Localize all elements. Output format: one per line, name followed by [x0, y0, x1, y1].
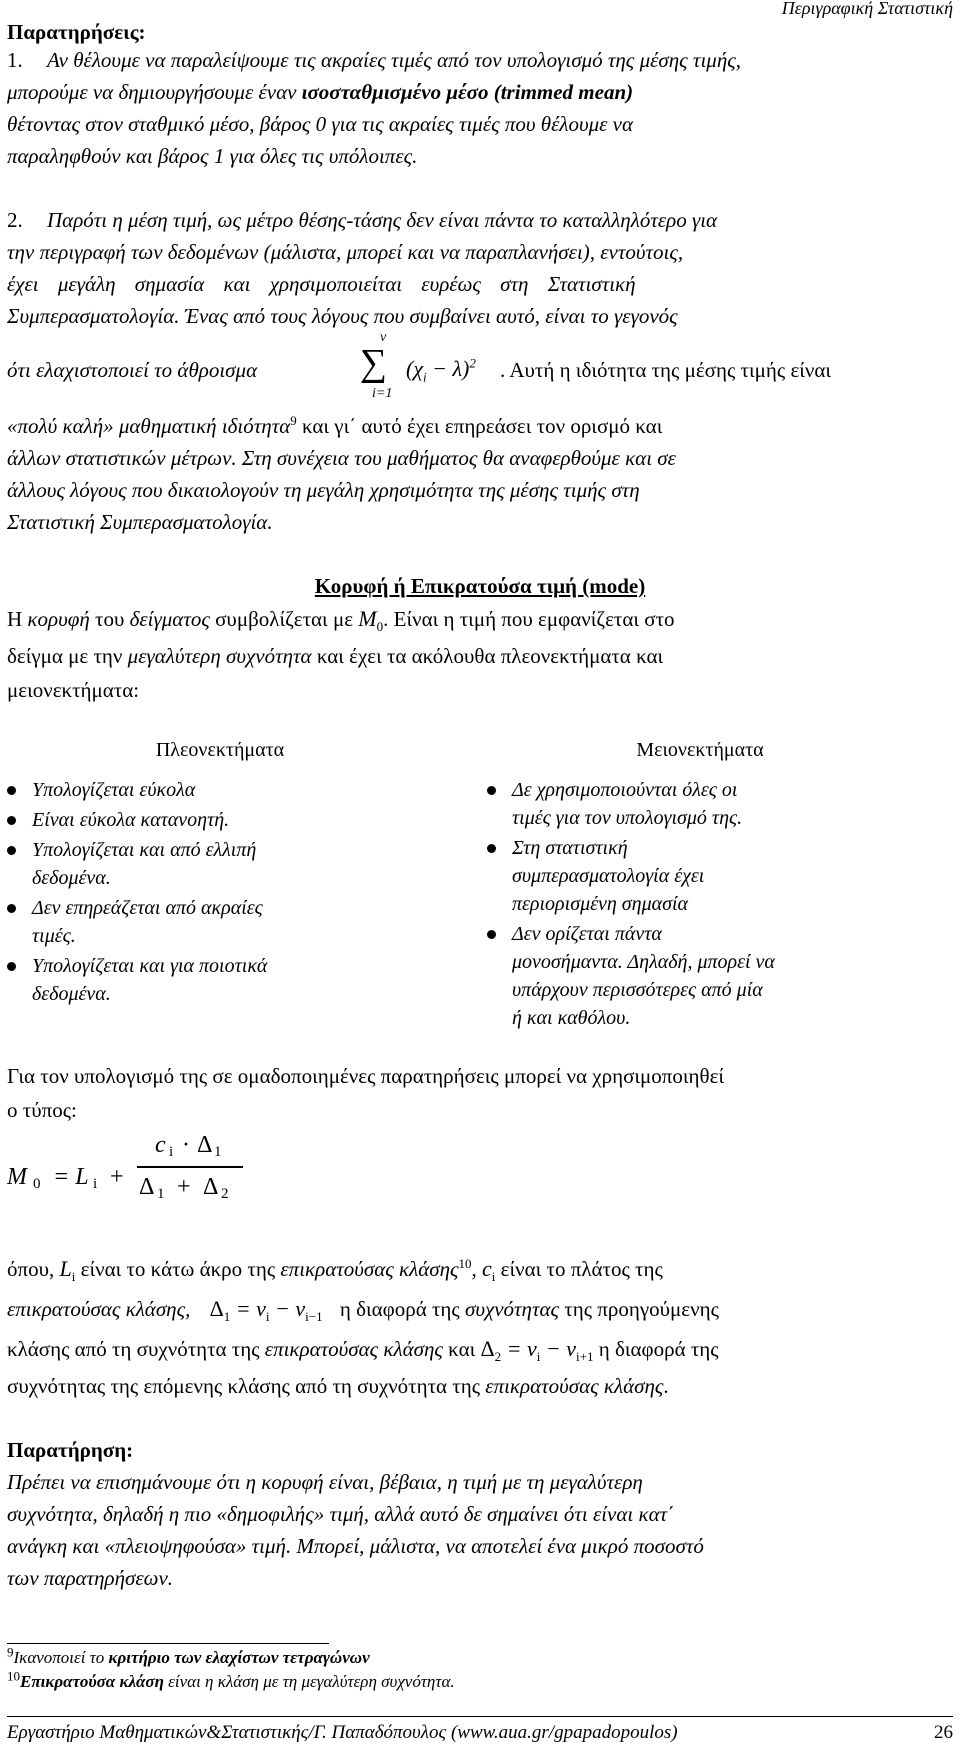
note-1-line: μπορούμε να δημιουργήσουμε έναν [7, 80, 302, 104]
where-text: η διαφορά της [593, 1337, 719, 1361]
mode-text: μειονεκτήματα: [7, 678, 140, 702]
mode-text: συμβολίζεται με [209, 607, 359, 631]
note-2-line: και γι΄ αυτό έχει επηρεάσει τον ορισμό και [296, 414, 663, 438]
note-1-line: παραληφθούν και βάρος 1 για όλες τις υπόλοιπες. [7, 144, 418, 168]
where-text: και [442, 1337, 481, 1361]
symbol-l-sub: i [71, 1269, 76, 1285]
footnote-separator [7, 1643, 329, 1644]
formula-m-sub: 0 [33, 1176, 41, 1192]
formula-den-sub1: 1 [157, 1186, 165, 1202]
remark-line: ανάγκη και «πλειοψηφούσα» τιμή. Μπορεί, μάλιστα, να αποτελεί ένα μικρό ποσοστό [7, 1534, 704, 1558]
list-item-line: τιμές για τον υπολογισμό της. [512, 807, 743, 829]
symbol-c: c [482, 1256, 492, 1281]
note-2-number: 2. [7, 208, 23, 232]
list-item-line: ή και καθόλου. [512, 1007, 631, 1029]
formula-den-plus: + [177, 1174, 191, 1200]
formula-den-sub2: 2 [221, 1186, 229, 1202]
note-2-line: Στατιστική Συμπερασματολογία. [7, 510, 273, 534]
note-1-line: Αν θέλουμε να παραλείψουμε τις ακραίες τιμές από τον υπολογισμό της μέσης τιμής, [47, 48, 742, 72]
delta1-eq: = ν [230, 1296, 266, 1321]
where-text: είναι το πλάτος της [495, 1257, 663, 1281]
bullet-icon [7, 786, 16, 795]
modal-class-term: επικρατούσας κλάσης [264, 1337, 443, 1361]
delta1-minus: − ν [269, 1296, 306, 1321]
list-item-line: τιμές. [32, 925, 76, 947]
nu-sub: i [265, 1309, 270, 1325]
remarks-label: Παρατηρήσεις: [7, 20, 146, 44]
mode-section-title: Κορυφή ή Επικρατούσα τιμή (mode) [314, 574, 646, 598]
formula-m: M [7, 1164, 27, 1190]
trimmed-mean-term: ισοσταθμισμένο μέσο (trimmed mean) [301, 80, 634, 104]
mode-text: και έχει τα ακόλουθα πλεονεκτήματα και [311, 644, 664, 668]
sum-lower-limit: i=1 [372, 386, 393, 401]
note-2-line: άλλους λόγους που δικαιολογούν τη μεγάλη χρησιμότητα της μέσης τιμής στη [7, 478, 640, 502]
mode-grouped-formula [7, 1130, 307, 1230]
footnote-10-text: είναι η κλάση με τη μεγαλύτερη συχνότητα. [163, 1672, 455, 1691]
frequency-term: συχνότητας [464, 1297, 560, 1321]
sum-formula [360, 330, 480, 404]
sum-term-rest: − λ) [426, 356, 470, 381]
list-item-line: περιορισμένη σημασία [512, 893, 689, 915]
note-2-line: ότι ελαχιστοποιεί το άθροισμα [7, 358, 258, 382]
nu-prev-sub: i−1 [305, 1309, 323, 1325]
bullet-icon [487, 930, 496, 939]
mode-term: κορυφή [27, 607, 90, 631]
formula-numerator-sub: i [169, 1144, 174, 1160]
mode-text: δείγμα με την [7, 644, 128, 668]
delta1-sub: 1 [223, 1309, 231, 1325]
bullet-icon [7, 816, 16, 825]
page-number: 26 [934, 1722, 953, 1743]
remark-title: Παρατήρηση: [7, 1438, 134, 1462]
delta1-symbol: Δ [209, 1296, 224, 1321]
formula-numerator-delta: Δ [197, 1132, 213, 1158]
list-item-line: Δεν επηρεάζεται από ακραίες [32, 897, 263, 919]
formula-l-sub: i [93, 1176, 98, 1192]
list-item-line: δεδομένα. [32, 867, 111, 889]
note-2-line: Παρότι η μέση τιμή, ως μέτρο θέσης-τάσης δεν είναι πάντα το καταλληλότερο για [47, 208, 718, 232]
list-item-line: Υπολογίζεται και από ελλιπή [32, 839, 257, 861]
note-2-line: . Αυτή η ιδιότητα της μέσης τιμής είναι [500, 358, 832, 382]
modal-class-term: επικρατούσας κλάσης [280, 1257, 459, 1281]
footnote-9-emph: κριτήριο των ελαχίστων τετραγώνων [108, 1648, 370, 1667]
sample-term: δείγματος [129, 607, 210, 631]
list-item-line: Δε χρησιμοποιούνται όλες οι [512, 779, 738, 801]
disadvantages-heading: Μειονεκτήματα [636, 739, 764, 761]
advantages-heading: Πλεονεκτήματα [155, 739, 285, 761]
formula-eq-l: = L [53, 1164, 89, 1190]
sum-term: (χ [406, 356, 424, 381]
delta2-minus: − ν [540, 1336, 577, 1361]
delta2-symbol: Δ [480, 1336, 495, 1361]
formula-numerator-c: c [155, 1132, 166, 1158]
footnote-ref-9: 9 [290, 413, 297, 428]
list-item-line: δεδομένα. [32, 983, 111, 1005]
mode-symbol: M [358, 606, 377, 631]
bullet-icon [7, 904, 16, 913]
list-item-line: Δεν ορίζεται πάντα [512, 923, 662, 945]
where-text: η διαφορά της [334, 1297, 465, 1321]
list-item-line: Στη στατιστική [512, 837, 628, 859]
bullet-icon [7, 962, 16, 971]
fraction-bar [137, 1166, 243, 1168]
list-item-line: συμπερασματολογία έχει [512, 865, 705, 887]
delta2-sub: 2 [494, 1349, 502, 1365]
list-item-line: υπάρχουν περισσότερες από μία [512, 979, 763, 1001]
modal-class-term: επικρατούσας κλάσης [485, 1374, 664, 1398]
where-text: όπου, [7, 1257, 60, 1281]
bullet-icon [487, 786, 496, 795]
footer-separator [7, 1716, 953, 1717]
where-text: , [471, 1257, 483, 1281]
formula-plus: + [110, 1164, 124, 1190]
bullet-icon [487, 844, 496, 853]
footer-text: Εργαστήριο Μαθηματικών&Στατιστικής/Γ. Παπαδόπουλος (www.aua.gr/gpapadopoulos) [7, 1722, 678, 1743]
note-2-line: Συμπερασματολογία. Ένας από τους λόγους που συμβαίνει αυτό, είναι το γεγονός [7, 304, 678, 328]
footnote-10-number: 10 [7, 1668, 20, 1684]
where-text: συχνότητας της επόμενης κλάσης από τη συχνότητα της [7, 1374, 486, 1398]
sum-subscript: i [423, 369, 427, 385]
footnote-9-text: Ικανοποιεί το [13, 1648, 109, 1667]
note-2-line: «πολύ καλή» μαθηματική ιδιότητα [7, 414, 291, 438]
highest-frequency-term: μεγαλύτερη συχνότητα [127, 644, 312, 668]
where-text: είναι το κάτω άκρο της [75, 1257, 281, 1281]
mode-text: . Είναι η τιμή που εμφανίζεται στο [383, 607, 675, 631]
mode-text: Η [7, 607, 28, 631]
note-2-line: άλλων στατιστικών μέτρων. Στη συνέχεια του μαθήματος θα αναφερθούμε και σε [7, 446, 676, 470]
mode-symbol-sub: 0 [376, 619, 384, 635]
note-2-line: έχει μεγάλη σημασία και χρησιμοποιείται ευρέως στη Στατιστική [7, 272, 636, 296]
bullet-icon [7, 846, 16, 855]
nu-sub: i [536, 1349, 541, 1365]
note-1-number: 1. [7, 48, 23, 72]
modal-class-term: επικρατούσας κλάσης, [7, 1297, 191, 1321]
sum-upper-limit: ν [380, 330, 387, 345]
remark-line: συχνότητα, δηλαδή η πιο «δημοφιλής» τιμή, αλλά αυτό δε σημαίνει ότι είναι κατ΄ [7, 1502, 675, 1526]
list-item-line: Είναι εύκολα κατανοητή. [32, 809, 230, 831]
formula-den-delta1: Δ [139, 1174, 155, 1200]
footnote-9-number: 9 [7, 1644, 14, 1660]
nu-next-sub: i+1 [576, 1349, 594, 1365]
running-header: Περιγραφική Στατιστική [781, 0, 953, 18]
list-item-line: Υπολογίζεται και για ποιοτικά [32, 955, 268, 977]
footnote-ref-10: 10 [458, 1256, 472, 1271]
mode-text: του [89, 607, 130, 631]
formula-den-delta2: Δ [203, 1174, 219, 1200]
where-text: . [663, 1374, 669, 1398]
remark-line: των παρατηρήσεων. [7, 1566, 174, 1590]
where-text: κλάσης από τη συχνότητα της [7, 1337, 265, 1361]
remark-line: Πρέπει να επισημάνουμε ότι η κορυφή είναι, βέβαια, η τιμή με τη μεγαλύτερη [7, 1470, 643, 1494]
delta2-eq: = ν [501, 1336, 537, 1361]
grouped-text: Για τον υπολογισμό της σε ομαδοποιημένες παρατηρήσεις μπορεί να χρησιμοποιηθεί [7, 1064, 725, 1088]
formula-numerator-delta-sub: 1 [214, 1144, 222, 1160]
footnote-10-emph: Επικρατούσα κλάση [20, 1672, 164, 1691]
formula-dot: · [182, 1132, 190, 1158]
sum-power: 2 [469, 355, 476, 371]
note-2-line: την περιγραφή των δεδομένων (μάλιστα, μπορεί και να παραπλανήσει), εντούτοις, [7, 240, 684, 264]
grouped-text: ο τύπος: [7, 1098, 77, 1122]
list-item-line: μονοσήμαντα. Δηλαδή, μπορεί να [512, 951, 775, 973]
symbol-c-sub: i [491, 1269, 496, 1285]
sigma-symbol: ∑ [360, 342, 388, 384]
note-1-line: θέτοντας στον σταθμικό μέσο, βάρος 0 για τις ακραίες τιμές που θέλουμε να [7, 112, 634, 136]
where-text: της προηγούμενης [559, 1297, 719, 1321]
symbol-l: L [59, 1256, 72, 1281]
list-item-line: Υπολογίζεται εύκολα [32, 779, 196, 801]
